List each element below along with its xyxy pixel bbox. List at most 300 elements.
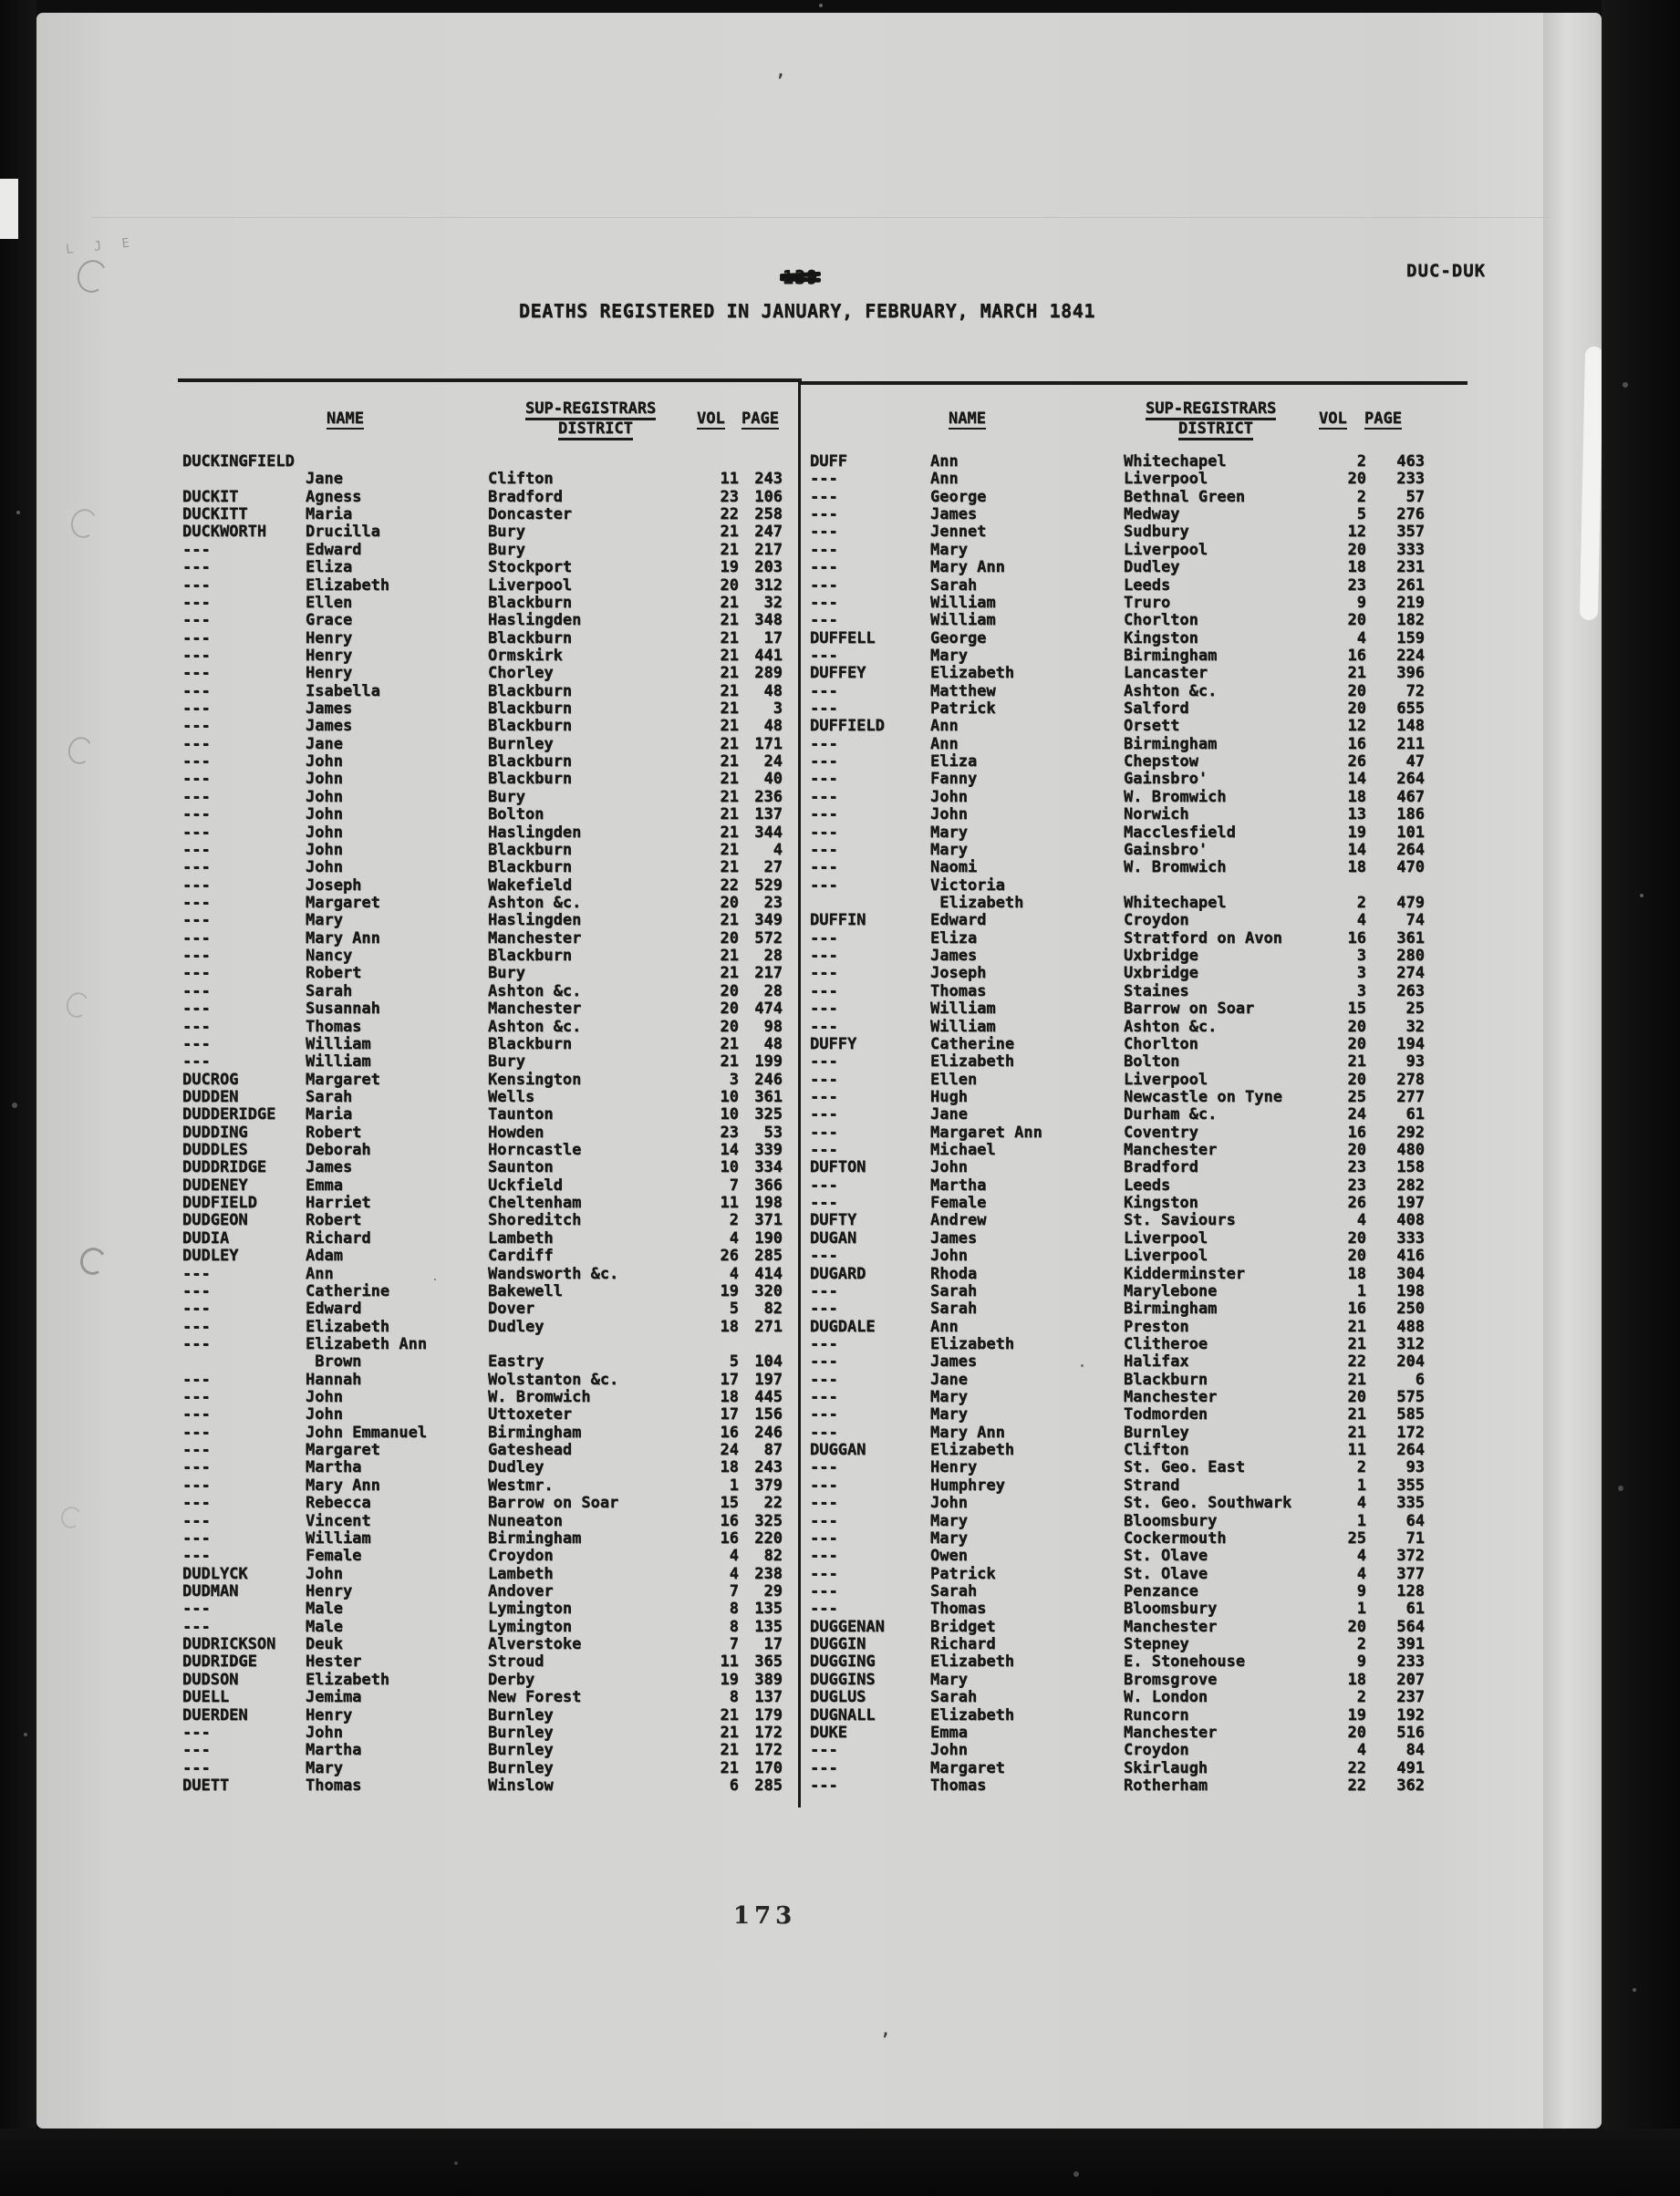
district-cell: Croydon <box>1124 1741 1189 1760</box>
index-row <box>182 665 783 682</box>
district-cell: St. Geo. East <box>1124 1458 1246 1477</box>
vol-cell: 22 <box>1347 1776 1366 1795</box>
district-cell: Westmr. <box>488 1476 554 1495</box>
header-supregistrars-right: SUP-REGISTRARS <box>1146 400 1276 420</box>
district-cell: Bury <box>488 1052 525 1072</box>
index-row <box>182 1036 783 1053</box>
vol-cell: 22 <box>1347 1352 1366 1372</box>
page-cell: 488 <box>1396 1317 1425 1336</box>
vol-cell: 2 <box>729 1211 739 1230</box>
given-name-cell: John <box>306 1564 343 1583</box>
district-cell: New Forest <box>488 1688 582 1707</box>
district-cell: Stroud <box>488 1652 544 1672</box>
surname-cell: --- <box>182 1723 211 1742</box>
surname-cell: --- <box>810 699 838 719</box>
district-cell: St. Olave <box>1124 1564 1208 1583</box>
surname-cell: DUDGEON <box>182 1211 248 1230</box>
vol-cell: 11 <box>1347 1441 1366 1460</box>
page-cell: 655 <box>1396 699 1425 719</box>
given-name-cell: Sarah <box>930 1688 978 1707</box>
index-row <box>810 700 1425 718</box>
vol-cell: 18 <box>720 1317 739 1336</box>
given-name-cell: Grace <box>306 611 353 630</box>
index-row <box>182 647 783 665</box>
page-cell: 219 <box>1396 593 1425 612</box>
district-cell: Winslow <box>488 1776 554 1795</box>
page-cell: 64 <box>1405 1511 1425 1530</box>
vol-cell: 16 <box>1347 734 1366 753</box>
vol-cell: 23 <box>720 1123 739 1142</box>
district-cell: Marylebone <box>1124 1281 1218 1300</box>
district-cell: Stockport <box>488 558 573 577</box>
index-row <box>182 1707 783 1725</box>
index-row <box>182 1600 783 1618</box>
surname-cell: --- <box>182 840 211 859</box>
index-row <box>810 577 1425 595</box>
index-row <box>810 489 1425 506</box>
index-row <box>182 1389 783 1406</box>
given-name-cell: John <box>306 1723 343 1742</box>
index-column-right <box>810 453 1425 1795</box>
vol-cell: 25 <box>1347 1528 1366 1548</box>
surname-cell: --- <box>182 947 211 966</box>
surname-cell: --- <box>182 1617 211 1636</box>
page-cell: 261 <box>1396 575 1425 595</box>
district-cell: Burnley <box>488 1758 554 1777</box>
given-name-cell: Emma <box>306 1176 343 1195</box>
given-name-cell: Sarah <box>306 981 353 1000</box>
given-name-cell: James <box>306 1158 353 1177</box>
vol-cell: 8 <box>729 1617 739 1636</box>
vol-cell: 21 <box>720 646 739 665</box>
page-cell: 72 <box>1405 681 1425 700</box>
vol-cell: 20 <box>1347 1070 1366 1089</box>
district-cell: Gateshead <box>488 1441 573 1460</box>
index-row <box>810 453 1425 471</box>
given-name-cell: James <box>930 1228 978 1248</box>
given-name-cell: Rhoda <box>930 1264 978 1283</box>
page-cell: 93 <box>1405 1052 1425 1072</box>
given-name-cell: John <box>306 787 343 806</box>
index-row <box>182 1477 783 1495</box>
district-cell: Liverpool <box>488 575 573 595</box>
page-cell: 264 <box>1396 1441 1425 1460</box>
given-name-cell: Isabella <box>306 681 380 700</box>
header-vol-right: VOL <box>1319 409 1347 428</box>
district-cell: Ashton &c. <box>488 1017 582 1036</box>
district-cell: Ashton &c. <box>1124 681 1218 700</box>
index-row <box>182 1513 783 1530</box>
surname-cell: --- <box>810 1087 838 1106</box>
given-name-cell: William <box>306 1528 371 1548</box>
vol-cell: 24 <box>720 1441 739 1460</box>
surname-cell: --- <box>182 1388 211 1407</box>
district-cell: Manchester <box>1124 1388 1218 1407</box>
index-row <box>810 842 1425 859</box>
district-cell: Manchester <box>488 928 582 948</box>
vol-cell: 19 <box>1347 1705 1366 1725</box>
surname-cell: --- <box>810 734 838 753</box>
vol-cell: 20 <box>1347 1723 1366 1742</box>
page-cell: 106 <box>754 487 783 506</box>
vol-cell: 20 <box>1347 1228 1366 1248</box>
district-cell: Dover <box>488 1300 535 1319</box>
district-cell: Liverpool <box>1124 1228 1208 1248</box>
given-name-cell: Mary <box>930 1511 968 1530</box>
surname-cell: --- <box>810 1000 838 1019</box>
district-cell: Bloomsbury <box>1124 1600 1218 1619</box>
district-cell: Birmingham <box>1124 734 1218 753</box>
vol-cell: 3 <box>1356 981 1366 1000</box>
given-name-cell: Henry <box>306 664 353 683</box>
index-row <box>182 559 783 576</box>
vol-cell: 4 <box>1356 1564 1366 1583</box>
district-cell: Blackburn <box>488 858 573 877</box>
district-cell: Ashton &c. <box>1124 1017 1218 1036</box>
district-cell: Staines <box>1124 981 1189 1000</box>
index-row <box>810 1424 1425 1442</box>
index-row <box>182 1459 783 1476</box>
index-row <box>810 523 1425 541</box>
page-cell: 57 <box>1405 487 1425 506</box>
page-cell: 32 <box>1405 1017 1425 1036</box>
district-cell: Liverpool <box>1124 1070 1208 1089</box>
surname-cell: DUGGING <box>810 1652 876 1672</box>
surname-cell: --- <box>182 981 211 1000</box>
vol-cell: 24 <box>1347 1105 1366 1124</box>
page-cell: 224 <box>1396 646 1425 665</box>
given-name-cell: Mary <box>930 540 968 559</box>
vol-cell: 4 <box>729 1547 739 1566</box>
index-row <box>182 1283 783 1300</box>
index-row <box>182 1566 783 1583</box>
page-cell: 250 <box>1396 1300 1425 1319</box>
vol-cell: 2 <box>1356 487 1366 506</box>
page-cell: 339 <box>754 1141 783 1160</box>
index-row <box>182 630 783 647</box>
surname-cell: --- <box>810 840 838 859</box>
index-row <box>810 1266 1425 1283</box>
page-cell: 104 <box>754 1352 783 1372</box>
vol-cell: 21 <box>1347 664 1366 683</box>
index-row <box>182 1495 783 1512</box>
district-cell: Bury <box>488 523 525 542</box>
given-name-cell: Elizabeth <box>930 1334 1015 1353</box>
vol-cell: 26 <box>720 1247 739 1266</box>
index-row <box>810 789 1425 806</box>
given-name-cell: Elizabeth <box>306 1670 390 1689</box>
vol-cell: 18 <box>1347 787 1366 806</box>
index-row <box>810 1336 1425 1353</box>
header-vol-left: VOL <box>697 409 725 428</box>
index-row <box>810 1707 1425 1725</box>
surname-cell: --- <box>182 787 211 806</box>
index-row <box>810 877 1425 895</box>
surname-cell: --- <box>810 1388 838 1407</box>
page-cell: 198 <box>1396 1281 1425 1300</box>
surname-cell: --- <box>810 1334 838 1353</box>
page-cell: 408 <box>1396 1211 1425 1230</box>
frame-right <box>1602 0 1680 2196</box>
given-name-cell: Mary Ann <box>930 1423 1005 1442</box>
frame-left <box>0 0 36 2196</box>
index-row <box>810 912 1425 929</box>
index-row <box>810 1195 1425 1212</box>
page-cell: 416 <box>1396 1247 1425 1266</box>
surname-cell: DUFFELL <box>810 628 876 647</box>
page-cell: 389 <box>754 1670 783 1689</box>
vol-cell: 16 <box>1347 1123 1366 1142</box>
given-name-cell: Richard <box>306 1228 371 1248</box>
page-cell: 414 <box>754 1264 783 1283</box>
page-cell: 172 <box>1396 1423 1425 1442</box>
given-name-cell: John <box>930 1741 968 1760</box>
page-cell: 40 <box>763 770 783 789</box>
surname-cell: --- <box>810 752 838 772</box>
index-row <box>182 523 783 541</box>
index-row <box>182 1619 783 1636</box>
dust-specks <box>16 511 20 514</box>
index-row <box>810 1777 1425 1795</box>
index-row <box>182 506 783 523</box>
page-cell: 82 <box>763 1300 783 1319</box>
vol-cell: 15 <box>720 1494 739 1513</box>
given-name-cell: Fanny <box>930 770 978 789</box>
surname-cell: DUCKINGFIELD <box>182 452 295 471</box>
page-cell: 470 <box>1396 858 1425 877</box>
district-cell: Chepstow <box>1124 752 1198 772</box>
vol-cell: 21 <box>1347 1052 1366 1072</box>
surname-cell: --- <box>810 1247 838 1266</box>
vol-cell: 2 <box>1356 1458 1366 1477</box>
index-row <box>182 877 783 895</box>
page-cell: 361 <box>1396 928 1425 948</box>
given-name-cell: James <box>930 505 978 524</box>
given-name-cell: Ann <box>930 717 959 736</box>
district-cell: Wells <box>488 1087 535 1106</box>
index-row <box>810 1124 1425 1142</box>
surname-cell: DUFFIN <box>810 911 866 930</box>
page-cell: 32 <box>763 593 783 612</box>
index-row <box>810 1495 1425 1512</box>
district-cell: Blackburn <box>488 593 573 612</box>
index-row <box>810 1583 1425 1600</box>
vol-cell: 21 <box>720 1052 739 1072</box>
index-row <box>810 612 1425 629</box>
district-cell: Burnley <box>488 734 554 753</box>
index-row <box>810 771 1425 788</box>
page-cell: 575 <box>1396 1388 1425 1407</box>
vol-cell: 9 <box>1356 593 1366 612</box>
given-name-cell: Mary <box>930 1405 968 1424</box>
given-name-cell: John <box>306 1388 343 1407</box>
given-name-cell: Michael <box>930 1141 996 1160</box>
index-row <box>810 1636 1425 1653</box>
page-cell: 204 <box>1396 1352 1425 1372</box>
index-row <box>182 718 783 735</box>
index-row <box>810 806 1425 824</box>
surname-cell: --- <box>182 805 211 824</box>
surname-cell: --- <box>810 928 838 948</box>
surname-cell: --- <box>810 770 838 789</box>
given-name-cell: Deuk <box>306 1635 343 1654</box>
given-name-cell: Susannah <box>306 1000 380 1019</box>
surname-cell: DUFFY <box>810 1034 857 1053</box>
surname-cell: --- <box>810 875 838 895</box>
surname-cell: --- <box>182 1441 211 1460</box>
given-name-cell: Jane <box>930 1370 968 1389</box>
district-cell: Burnley <box>1124 1423 1189 1442</box>
index-row <box>810 1548 1425 1565</box>
given-name-cell: Drucilla <box>306 523 380 542</box>
given-name-cell: Richard <box>930 1635 996 1654</box>
given-name-cell: William <box>930 1017 996 1036</box>
index-row <box>810 1406 1425 1424</box>
page-cell: 61 <box>1405 1600 1425 1619</box>
surname-cell: DUERDEN <box>182 1705 248 1725</box>
vol-cell: 21 <box>720 734 739 753</box>
page-cell: 304 <box>1396 1264 1425 1283</box>
given-name-cell: Hugh <box>930 1087 968 1106</box>
vol-cell: 8 <box>729 1688 739 1707</box>
district-cell: Derby <box>488 1670 535 1689</box>
vol-cell: 21 <box>720 840 739 859</box>
page-cell: 246 <box>754 1070 783 1089</box>
page-cell: 441 <box>754 646 783 665</box>
district-cell: Taunton <box>488 1105 554 1124</box>
vol-cell: 16 <box>1347 646 1366 665</box>
surname-cell: --- <box>182 1458 211 1477</box>
surname-cell: DUGLUS <box>810 1688 866 1707</box>
surname-cell: --- <box>810 1370 838 1389</box>
index-row <box>182 1372 783 1389</box>
vol-cell: 21 <box>720 911 739 930</box>
page-cell: 71 <box>1405 1528 1425 1548</box>
page-cell: 334 <box>754 1158 783 1177</box>
index-row <box>182 1725 783 1742</box>
given-name-cell: Henry <box>306 628 353 647</box>
surname-cell: --- <box>810 964 838 983</box>
index-row <box>810 1142 1425 1159</box>
index-row <box>810 1477 1425 1495</box>
vol-cell: 4 <box>1356 1741 1366 1760</box>
index-row <box>810 1248 1425 1265</box>
page-cell: 445 <box>754 1388 783 1407</box>
vol-cell: 9 <box>1356 1582 1366 1600</box>
district-cell: Birmingham <box>1124 1300 1218 1319</box>
surname-cell: --- <box>810 470 838 489</box>
index-row <box>182 1760 783 1777</box>
page-cell: 289 <box>754 664 783 683</box>
index-row <box>810 542 1425 559</box>
surname-cell: --- <box>182 770 211 789</box>
margin-ring-mark <box>74 257 110 296</box>
given-name-cell: Elizabeth <box>930 1052 1015 1072</box>
district-cell: Orsett <box>1124 717 1180 736</box>
page-cell: 186 <box>1396 805 1425 824</box>
district-cell: Ashton &c. <box>488 893 582 912</box>
margin-ring-mark <box>66 734 95 766</box>
district-cell: Blackburn <box>488 699 573 719</box>
vol-cell: 2 <box>1356 1688 1366 1707</box>
vol-cell: 20 <box>720 981 739 1000</box>
surname-cell: --- <box>810 1511 838 1530</box>
given-name-cell: Brown <box>306 1352 362 1372</box>
district-cell: Blackburn <box>488 840 573 859</box>
vol-cell: 6 <box>729 1776 739 1795</box>
district-cell: Durham &c. <box>1124 1105 1218 1124</box>
vol-cell: 20 <box>720 1017 739 1036</box>
given-name-cell: Eliza <box>930 752 978 772</box>
district-cell: Blackburn <box>488 770 573 789</box>
district-cell: St. Geo. Southwark <box>1124 1494 1292 1513</box>
vol-cell: 2 <box>1356 1635 1366 1654</box>
surname-cell: DUGNALL <box>810 1705 876 1725</box>
district-cell: Birmingham <box>488 1423 582 1442</box>
index-row <box>810 965 1425 982</box>
given-name-cell: Nancy <box>306 947 353 966</box>
vol-cell: 20 <box>1347 1141 1366 1160</box>
given-name-cell: Edward <box>306 1300 362 1319</box>
index-row <box>810 1019 1425 1036</box>
index-row <box>182 1636 783 1653</box>
given-name-cell: Eliza <box>930 928 978 948</box>
surname-cell: DUDENEY <box>182 1176 248 1195</box>
district-cell: Norwich <box>1124 805 1189 824</box>
index-row <box>810 1760 1425 1777</box>
index-row <box>810 1600 1425 1618</box>
given-name-cell: John <box>306 858 343 877</box>
district-cell: Uxbridge <box>1124 947 1198 966</box>
page-cell: 24 <box>763 752 783 772</box>
index-row <box>810 1742 1425 1759</box>
index-row <box>182 771 783 788</box>
vol-cell: 21 <box>720 540 739 559</box>
given-name-cell: Patrick <box>930 1564 996 1583</box>
given-name-cell: Naomi <box>930 858 978 877</box>
page-cell: 3 <box>773 699 783 719</box>
vol-cell: 20 <box>1347 699 1366 719</box>
index-row <box>182 1319 783 1336</box>
surname-cell: --- <box>810 1758 838 1777</box>
given-name-cell: John <box>306 1405 343 1424</box>
surname-cell: --- <box>810 611 838 630</box>
surname-cell: --- <box>182 858 211 877</box>
surname-cell: --- <box>182 1000 211 1019</box>
district-cell: Blackburn <box>488 717 573 736</box>
given-name-cell: Martha <box>306 1458 362 1477</box>
given-name-cell: Henry <box>306 1705 353 1725</box>
given-name-cell: John <box>930 787 968 806</box>
page-cell: 74 <box>1405 911 1425 930</box>
index-row <box>810 1036 1425 1053</box>
surname-cell: --- <box>182 575 211 595</box>
given-name-cell: William <box>306 1034 371 1053</box>
surname-cell: --- <box>810 1300 838 1319</box>
surname-cell: --- <box>182 964 211 983</box>
vol-cell: 23 <box>1347 1158 1366 1177</box>
surname-cell: DUDDERIDGE <box>182 1105 276 1124</box>
vol-cell: 20 <box>1347 540 1366 559</box>
district-cell: Barrow on Soar <box>488 1494 619 1513</box>
page-cell: 349 <box>754 911 783 930</box>
index-row <box>182 1742 783 1759</box>
surname-cell: --- <box>182 928 211 948</box>
district-cell: Doncaster <box>488 505 573 524</box>
surname-cell: DUFF <box>810 452 847 471</box>
given-name-cell: Emma <box>930 1723 968 1742</box>
page-cell: 357 <box>1396 523 1425 542</box>
